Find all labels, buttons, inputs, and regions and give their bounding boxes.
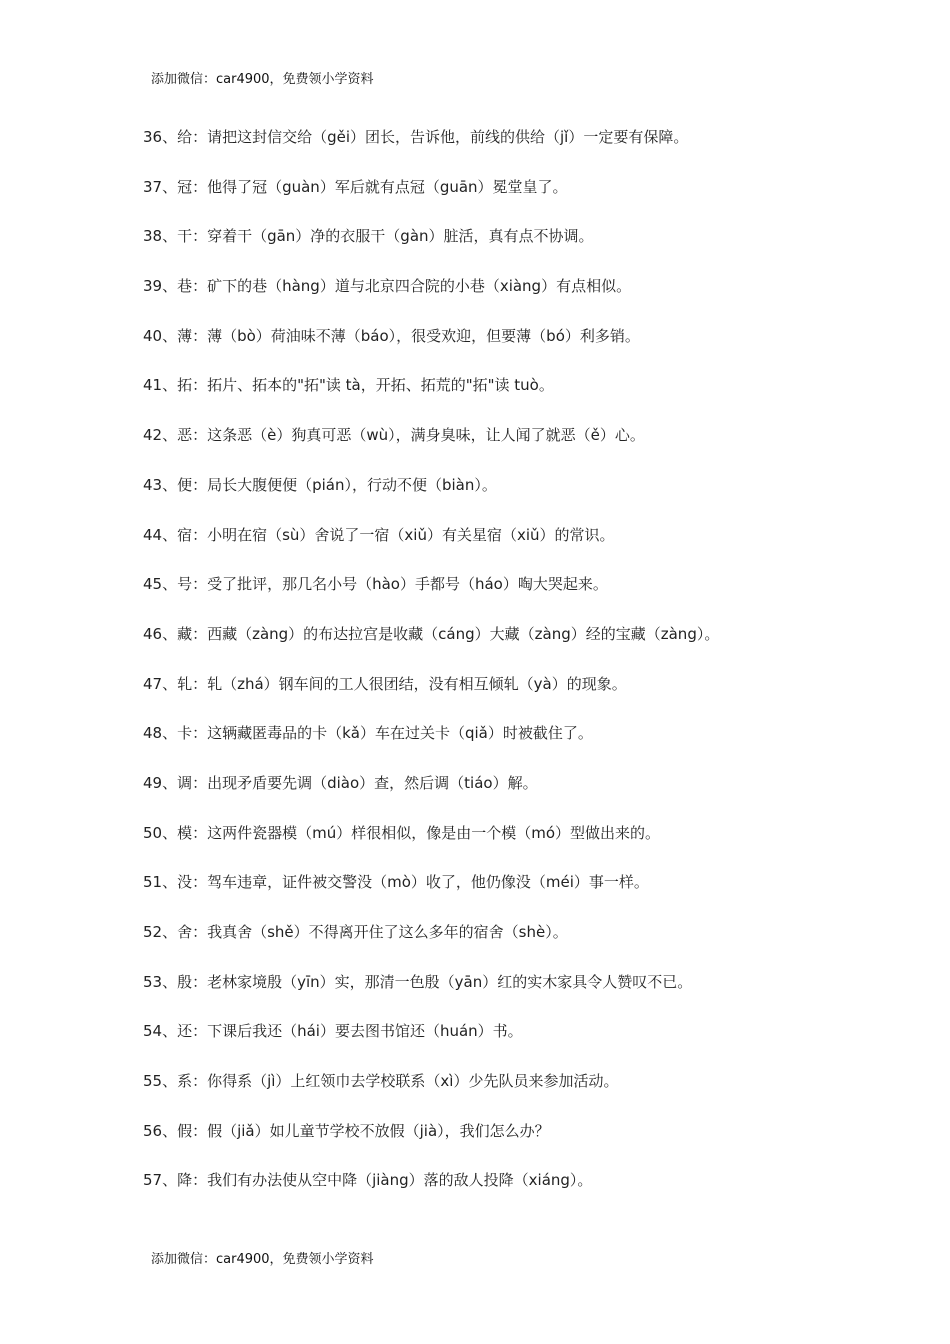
- list-item: 54、还：下课后我还（hái）要去图书馆还（huán）书。: [143, 1022, 523, 1041]
- list-item: 49、调：出现矛盾要先调（diào）查，然后调（tiáo）解。: [143, 773, 538, 792]
- list-item: 48、卡：这辆藏匿毒品的卡（kǎ）车在过关卡（qiǎ）时被截住了。: [143, 724, 593, 743]
- list-item: 44、宿：小明在宿（sù）舍说了一宿（xiǔ）有关星宿（xiǔ）的常识。: [143, 525, 615, 544]
- list-item: 42、恶：这条恶（è）狗真可恶（wù），满身臭味，让人闻了就恶（ě）心。: [143, 426, 645, 445]
- list-item: 40、薄：薄（bò）荷油味不薄（báo），很受欢迎，但要薄（bó）利多销。: [143, 326, 640, 345]
- list-item: 38、干：穿着干（gān）净的衣服干（gàn）脏活，真有点不协调。: [143, 227, 594, 246]
- footer-note: 添加微信：car4900，免费领小学资料: [151, 1252, 374, 1267]
- list-item: 36、给：请把这封信交给（gěi）团长，告诉他，前线的供给（jǐ）一定要有保障。: [143, 128, 689, 146]
- list-item: 55、系：你得系（jì）上红领巾去学校联系（xì）少先队员来参加活动。: [143, 1072, 619, 1091]
- list-item: 43、便：局长大腹便便（pián），行动不便（biàn）。: [143, 475, 497, 494]
- header-note: 添加微信：car4900，免费领小学资料: [151, 72, 374, 87]
- list-item: 46、藏：西藏（zàng）的布达拉宫是收藏（cáng）大藏（zàng）经的宝藏（zàng）。: [143, 624, 720, 643]
- list-item: 50、模：这两件瓷器模（mú）样很相似，像是由一个模（mó）型做出来的。: [143, 823, 660, 842]
- list-item: 51、没：驾车违章，证件被交警没（mò）收了，他仍像没（méi）事一样。: [143, 873, 649, 892]
- list-item: 53、殷：老林家境殷（yīn）实，那清一色殷（yān）红的实木家具令人赞叹不已。: [143, 972, 693, 991]
- list-item: 41、拓：拓片、拓本的"拓"读 tà，开拓、拓荒的"拓"读 tuò。: [143, 376, 554, 395]
- list-item: 57、降：我们有办法使从空中降（jiàng）落的敌人投降（xiáng）。: [143, 1171, 593, 1190]
- list-item: 56、假：假（jiǎ）如儿童节学校不放假（jià），我们怎么办？: [143, 1121, 550, 1140]
- list-item: 39、巷：矿下的巷（hàng）道与北京四合院的小巷（xiàng）有点相似。: [143, 277, 632, 296]
- list-item: 45、号：受了批评，那几名小号（hào）手都号（háo）啕大哭起来。: [143, 575, 608, 594]
- polyphone-list: [143, 125, 719, 1218]
- list-item: 37、冠：他得了冠（guàn）军后就有点冠（guān）冕堂皇了。: [143, 177, 568, 196]
- list-item: 52、舍：我真舍（shě）不得离开住了这么多年的宿舍（shè）。: [143, 923, 568, 941]
- list-item: 47、轧：轧（zhá）钢车间的工人很团结，没有相互倾轧（yà）的现象。: [143, 674, 627, 693]
